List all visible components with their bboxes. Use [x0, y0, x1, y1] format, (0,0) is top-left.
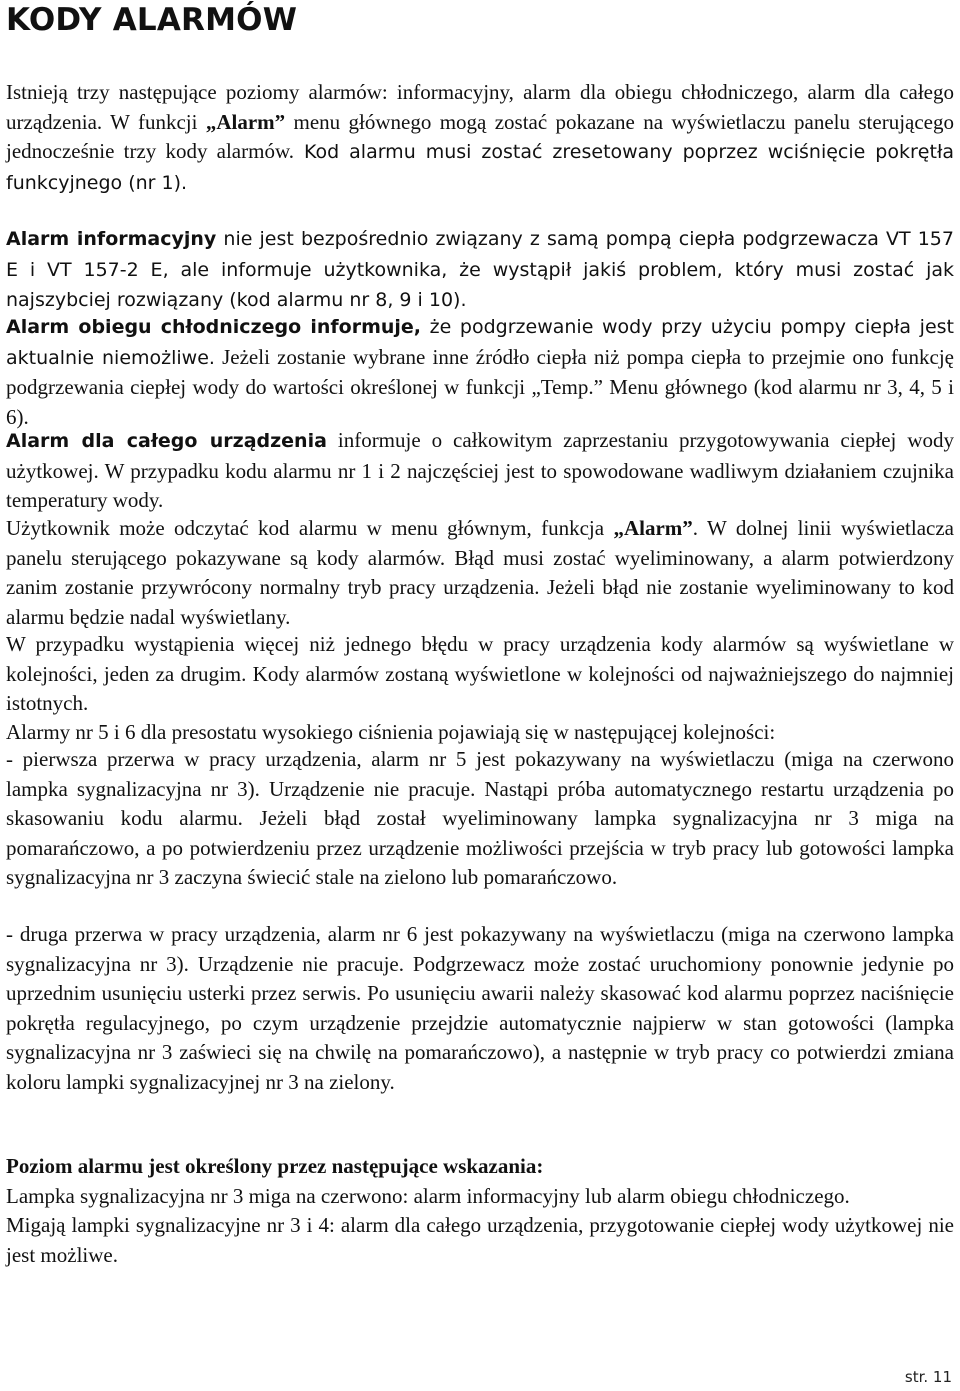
- intro-reset-note: Kod alarmu musi zostać zresetowany poprzez wciśnięcie pokrętła funkcyjnego (nr 1).: [6, 141, 954, 194]
- alarm-level-heading: Poziom alarmu jest określony przez następujące wskazania:: [6, 1154, 544, 1178]
- alarm-level-section: [6, 1152, 954, 1270]
- alarm-level-line-2: Migają lampki sygnalizacyjne nr 3 i 4: alarm dla całego urządzenia, przygotowanie ciepłej wody użytkowej nie jest możliwe.: [6, 1213, 954, 1267]
- user-read-paragraph: [6, 514, 954, 632]
- alarm-level-line-1: Lampka sygnalizacyjna nr 3 miga na czerwono: alarm informacyjny lub alarm obiegu chłodniczego.: [6, 1183, 850, 1208]
- refrigerant-alarm-text: Jeżeli zostanie wybrane inne źródło ciepła niż pompa ciepła to przejmie ono funkcję podgrzewania ciepłej wody do wartości określonej w funkcji „Temp.” Menu głównego (kod alarmu nr 3, 4, 5 i 6).: [6, 344, 954, 429]
- page-title: KODY ALARMÓW: [6, 2, 298, 38]
- pressure-switch-paragraph: Alarmy nr 5 i 6 dla presostatu wysokiego ciśnienia pojawiają się w następującej kolejności:: [6, 720, 776, 744]
- info-alarm-paragraph: [6, 224, 954, 316]
- refrigerant-alarm-text-sans: że podgrzewanie wody przy użyciu pompy ciepła jest aktualnie niemożliwe.: [6, 316, 955, 369]
- alarm-function-label-2: „Alarm”: [613, 516, 693, 540]
- page-number: str. 11: [904, 1368, 952, 1386]
- whole-device-alarm-text: informuje o całkowitym zaprzestaniu przygotowywania ciepłej wody użytkowej. W przypadku kodu alarmu nr 1 i 2 najczęściej jest to spowodowane wadliwym działaniem czujnika temperatury wody.: [6, 428, 954, 512]
- multiple-errors-paragraph: W przypadku wystąpienia więcej niż jednego błędu w pracy urządzenia kody alarmów są wyświetlane w kolejności, jeden za drugim. Kody alarmów zostaną wyświetlone w kolejności od najważniejszego do najmniej istotnych.: [6, 632, 954, 715]
- refrigerant-alarm-term: Alarm obiegu chłodniczego informuje,: [6, 316, 422, 338]
- intro-text-1: Istnieją trzy następujące poziomy alarmów: informacyjny, alarm dla obiegu chłodniczego, alarm dla całego urządzenia. W funkcji: [6, 80, 954, 134]
- intro-paragraph: [6, 78, 954, 198]
- second-stop-paragraph: - druga przerwa w pracy urządzenia, alarm nr 6 jest pokazywany na wyświetlaczu (miga na czerwono lampka sygnalizacyjna nr 3). Urządzenie nie pracuje. Podgrzewacz może zostać uruchomiony ponownie jedynie po uprzednim usunięciu usterki przez serwis. Po usunięciu awarii należy skasować kod alarmu poprzez naciśnięcie pokrętła regulacyjnego, po czym urządzenie przejdzie automatycznie najpierw w stan gotowości (lampka sygnalizacyjna nr 3 zaświeci się na chwilę na pomarańczowo), a następnie w tryb pracy co potwierdzi zmiana koloru lampki sygnalizacyjnej nr 3 na zielony.: [6, 922, 954, 1094]
- user-read-text-1: Użytkownik może odczytać kod alarmu w menu głównym, funkcja: [6, 516, 614, 540]
- alarm-function-label: „Alarm”: [205, 109, 286, 134]
- info-alarm-text: nie jest bezpośrednio związany z samą pompą ciepła podgrzewacza VT 157 E i VT 157-2 E, ale informuje użytkownika, że wystąpił jakiś problem, który musi zostać jak najszybciej rozwiązany (kod alarmu nr 8, 9 i 10).: [6, 228, 954, 311]
- whole-device-alarm-paragraph: [6, 426, 954, 516]
- intro-text-2: menu głównego mogą zostać pokazane na wyświetlaczu panelu sterującego jednocześnie trzy kody alarmów.: [6, 109, 954, 163]
- refrigerant-alarm-paragraph: [6, 312, 954, 432]
- whole-device-alarm-term: Alarm dla całego urządzenia: [6, 430, 327, 452]
- user-read-text-2: . W dolnej linii wyświetlacza panelu sterującego pokazywane są kody alarmów. Błąd musi zostać wyeliminowany, a alarm potwierdzony zanim zostanie przywrócony normalny tryb pracy urządzenia. Jeżeli błąd nie zostanie wyeliminowany to kod alarmu będzie nadal wyświetlany.: [6, 516, 954, 629]
- info-alarm-term: Alarm informacyjny: [6, 228, 217, 250]
- first-stop-paragraph: - pierwsza przerwa w pracy urządzenia, alarm nr 5 jest pokazywany na wyświetlaczu (miga na czerwono lampka sygnalizacyjna nr 3). Urządzenie nie pracuje. Nastąpi próba automatycznego restartu urządzenia po skasowaniu kodu alarmu. Jeżeli błąd został wyeliminowany lampka sygnalizacyjna nr 3 miga na pomarańczowo, a po potwierdzeniu przez urządzenie możliwości przejścia w tryb pracy lub gotowości lampka sygnalizacyjna nr 3 zaczyna świecić stale na zielono lub pomarańczowo.: [6, 747, 954, 889]
